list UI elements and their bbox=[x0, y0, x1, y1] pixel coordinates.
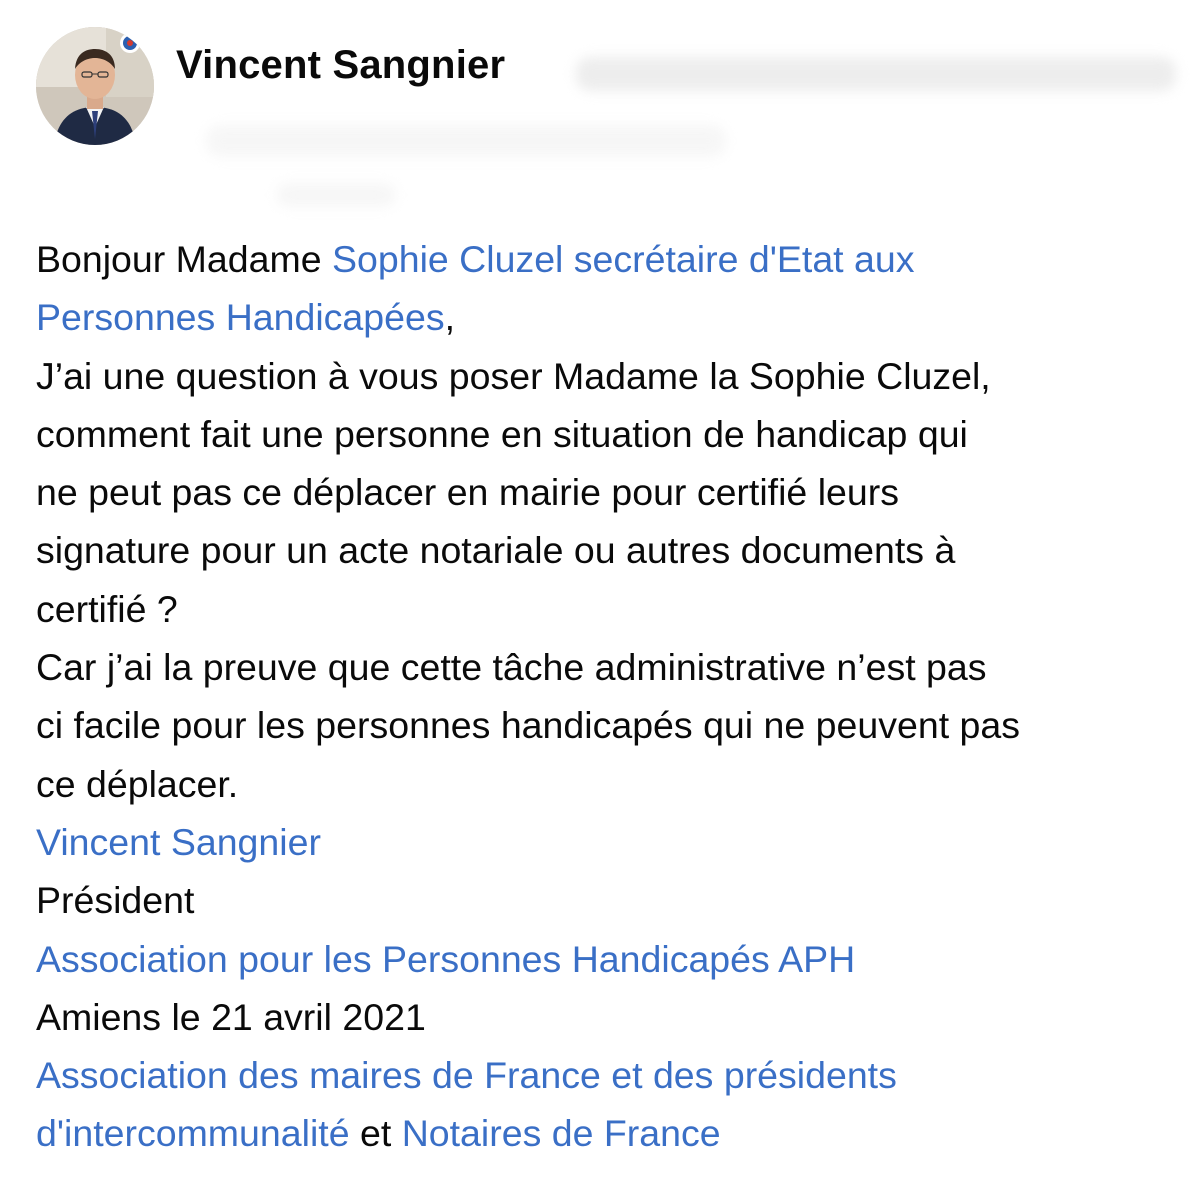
blurred-post-meta bbox=[536, 47, 1196, 197]
mention-link[interactable]: Notaires de France bbox=[401, 1112, 721, 1155]
post-text-line bbox=[36, 580, 1200, 638]
mention-link[interactable]: Association pour les Personnes Handicapés APH bbox=[36, 937, 856, 980]
post-text-line bbox=[36, 463, 1200, 521]
post-text-line bbox=[36, 347, 1200, 405]
post-text-line bbox=[36, 813, 1200, 871]
post-text: et bbox=[349, 1112, 402, 1155]
post-text: Amiens le 21 avril 2021 bbox=[36, 995, 426, 1038]
post-text: ne peut pas ce déplacer en mairie pour certifié leurs bbox=[36, 471, 899, 514]
post-text: Car j’ai la preuve que cette tâche administrative n’est pas bbox=[36, 646, 987, 689]
author-avatar[interactable] bbox=[36, 27, 154, 145]
post-body bbox=[36, 230, 1200, 1163]
post-text: Président bbox=[36, 879, 195, 922]
post-text-line bbox=[36, 521, 1200, 579]
mention-link[interactable]: Personnes Handicapées bbox=[36, 296, 445, 339]
post-text-line bbox=[36, 871, 1200, 929]
mention-link[interactable]: d'intercommunalité bbox=[36, 1112, 350, 1155]
post-header bbox=[36, 27, 1196, 187]
post-text-line bbox=[36, 288, 1200, 346]
post-text-line bbox=[36, 755, 1200, 813]
mention-link[interactable]: Vincent Sangnier bbox=[36, 820, 321, 863]
post-text-line bbox=[36, 405, 1200, 463]
post-text: Bonjour Madame bbox=[36, 238, 332, 280]
post-text-line bbox=[36, 1046, 1200, 1104]
post-text-line bbox=[36, 988, 1200, 1046]
author-name[interactable]: Vincent Sangnier bbox=[176, 43, 506, 87]
post-text-line bbox=[36, 638, 1200, 696]
post-text: ci facile pour les personnes handicapés qui ne peuvent pas bbox=[36, 704, 1020, 747]
post-text-line bbox=[36, 930, 1200, 988]
post-text: ce déplacer. bbox=[36, 762, 239, 805]
post-text-line bbox=[36, 1104, 1200, 1162]
mention-link[interactable]: Sophie Cluzel secrétaire d'Etat aux bbox=[332, 238, 915, 280]
post-text: signature pour un acte notariale ou autres documents à bbox=[36, 529, 956, 572]
post-text-line bbox=[36, 230, 1200, 288]
post-text: , bbox=[444, 296, 456, 339]
post-text: J’ai une question à vous poser Madame la Sophie Cluzel, bbox=[36, 354, 991, 397]
mention-link[interactable]: Association des maires de France et des présidents bbox=[36, 1054, 897, 1097]
avatar-photo bbox=[36, 27, 154, 145]
post-text: certifié ? bbox=[36, 587, 178, 630]
post-text-line bbox=[36, 696, 1200, 754]
post-text: comment fait une personne en situation de handicap qui bbox=[36, 412, 968, 455]
